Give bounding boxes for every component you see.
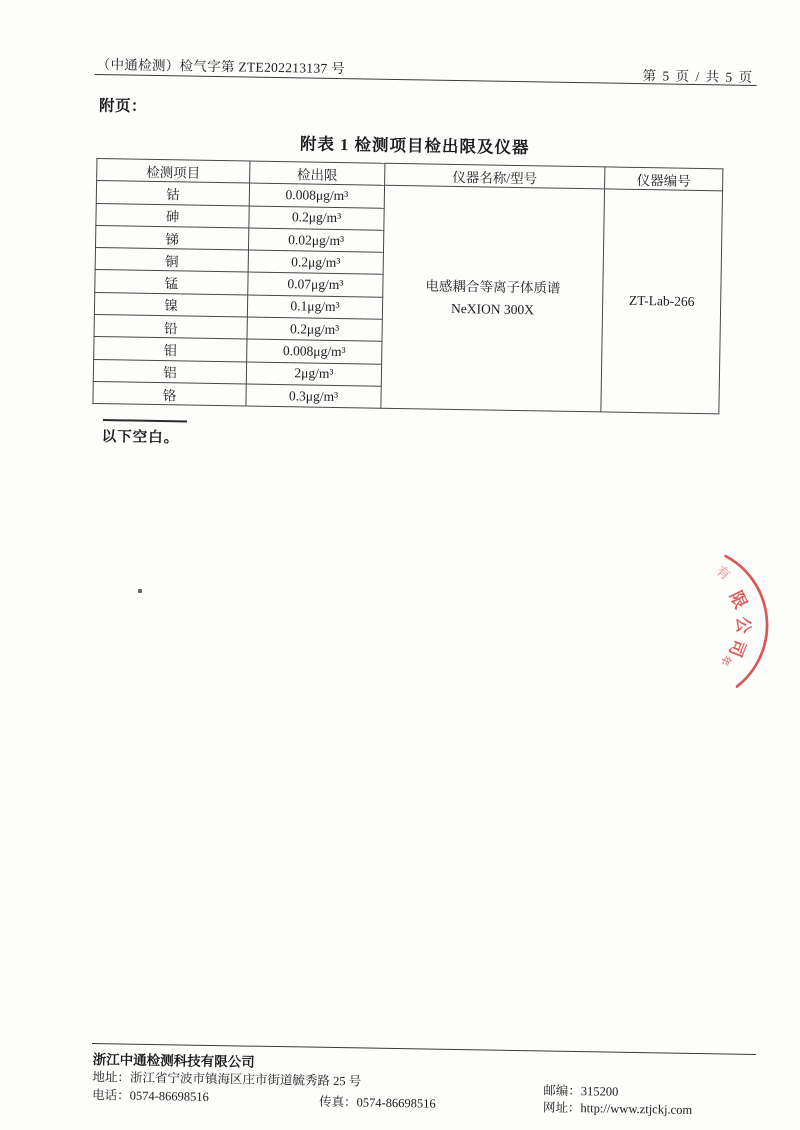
column-header-instrument-id: 仪器编号 [605,167,723,191]
table-cell-limit: 0.3μg/m³ [246,384,381,409]
table-cell-item: 钼 [94,337,247,362]
company-seal-partial [600,538,800,713]
instrument-model: NeXION 300X [450,301,535,318]
column-header-instrument: 仪器名称/型号 [385,163,605,189]
table-title: 附表 1 检测项目检出限及仪器 [299,134,530,158]
detection-limit-table [92,158,723,415]
seal-char: 公 [733,616,753,634]
seal-char: 限 [725,588,751,612]
table-cell-item: 锑 [95,225,248,250]
table-cell-item: 砷 [96,203,249,228]
table-cell-item: 铬 [93,381,246,406]
table-cell-item: 铅 [94,315,247,340]
table-cell-limit: 0.2μg/m³ [249,206,384,231]
page-header [95,50,757,86]
end-note-overline [103,419,187,422]
column-header-item: 检测项目 [97,159,250,184]
seal-char: 有 [713,562,734,583]
footer-company-name: 浙江中通检测科技有限公司 [92,1052,255,1070]
seal-char: 司 [725,636,750,660]
table-cell-limit: 0.2μg/m³ [248,250,383,275]
page-footer [91,1043,756,1125]
table-cell-limit: 0.008μg/m³ [247,339,382,364]
table-cell-item: 锰 [95,270,248,295]
seal-small-char: 年 [718,653,733,668]
end-note-text: 以下空白。 [101,428,180,447]
detection-limit-table-section [92,127,723,415]
table-cell-item: 铝 [93,359,246,384]
scan-speck [138,589,142,593]
end-of-content-note [102,419,187,447]
footer-fax: 传真：0574-86698516 [318,1094,436,1111]
table-cell-limit: 0.07μg/m³ [248,273,383,298]
table-cell-instrument-id: ZT-Lab-266 [601,189,723,414]
instrument-name: 电感耦合等离子体质谱 [425,278,561,296]
attachment-page-label: 附页： [98,97,148,116]
table-cell-item: 镍 [94,292,247,317]
seal-arc-icon [600,538,800,713]
page-number-indicator: 第 5 页 / 共 5 页 [642,68,754,85]
table-cell-item: 钴 [96,181,249,206]
table-cell-limit: 0.2μg/m³ [247,317,382,342]
footer-phone: 电话：0574-86698516 [92,1088,209,1104]
table-cell-limit: 0.1μg/m³ [247,295,382,320]
table-cell-limit: 0.008μg/m³ [249,183,384,208]
footer-website: 网址：http://www.ztjckj.com [542,1100,693,1117]
table-cell-limit: 0.02μg/m³ [248,228,383,253]
footer-zip-code: 邮编：315200 [543,1083,619,1099]
column-header-limit: 检出限 [250,161,385,186]
table-cell-instrument [381,186,605,413]
table-cell-item: 铜 [95,248,248,273]
table-cell-limit: 2μg/m³ [246,362,381,387]
footer-address: 地址：浙江省宁波市镇海区庄市街道毓秀路 25 号 [92,1070,362,1089]
document-number: （中通检测）检气字第 ZTE202213137 号 [96,57,346,77]
